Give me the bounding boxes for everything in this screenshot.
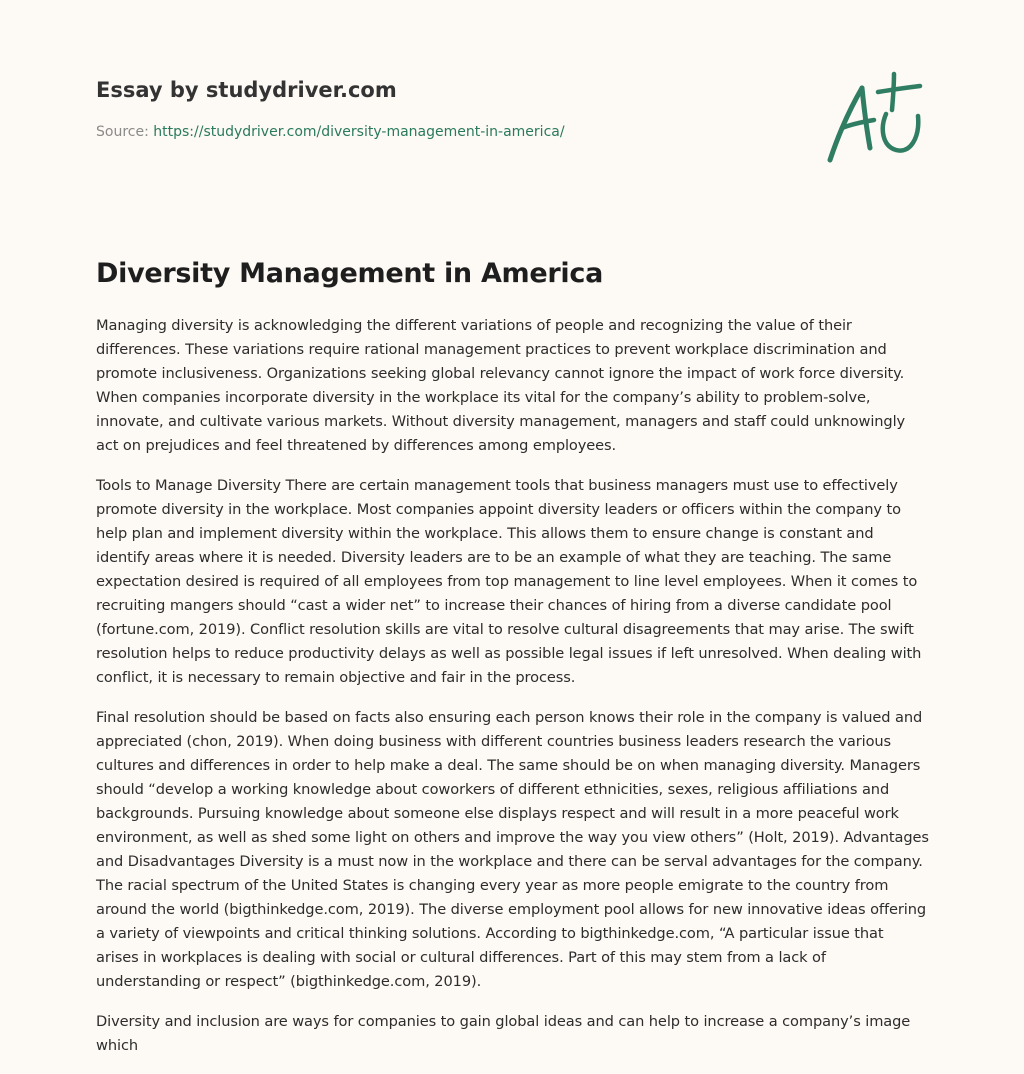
paragraph-4: Diversity and inclusion are ways for companies to gain global ideas and can help to increase a company’s image which xyxy=(96,1013,911,1054)
source-link[interactable]: https://studydriver.com/diversity-management-in-america/ xyxy=(153,124,565,140)
source-line xyxy=(96,122,796,142)
paragraph-1: Managing diversity is acknowledging the different variations of people and recognizing the value of their differences. These variations require rational management practices to prevent workplace discrimination and promote inclusiveness. Organizations seeking global relevancy cannot ignore the impact of work force diversity. When companies incorporate diversity in the workplace its vital for the company’s ability to problem-solve, innovate, and cultivate various markets. Without diversity management, managers and staff could unknowingly act on prejudices and feel threatened by differences among employees. xyxy=(96,317,906,454)
paragraph-3: Final resolution should be based on facts also ensuring each person knows their role in the company is valued and appreciated (chon, 2019). When doing business with different countries business leaders research the various cultures and differences in order to help make a deal. The same should be on when managing diversity. Managers should “develop a working knowledge about coworkers of different ethnicities, sexes, religious affiliations and backgrounds. Pursuing knowledge about someone else displays respect and will result in a more peaceful work environment, as well as shed some light on others and improve the way you view others” (Holt, 2019). Advantages and Disadvantages Diversity is a must now in the workplace and there can be serval advantages for the company. The racial spectrum of the United States is changing every year as more people emigrate to the country from around the world (bigthinkedge.com, 2019). The diverse employment pool allows for new innovative ideas offering a variety of viewpoints and critical thinking solutions. According to bigthinkedge.com, “A particular issue that arises in workplaces is dealing with social or cultural differences. Part of this may stem from a lack of understanding or respect” (bigthinkedge.com, 2019). xyxy=(96,709,929,990)
essay-header xyxy=(96,72,796,142)
source-label: Source: xyxy=(96,124,154,140)
paragraph-2: Tools to Manage Diversity There are certain management tools that business managers must use to effectively promote diversity in the workplace. Most companies appoint diversity leaders or officers within the company to help plan and implement diversity within the workplace. This allows them to ensure change is constant and identify areas where it is needed. Diversity leaders are to be an example of what they are teaching. The same expectation desired is required of all employees from top management to line level employees. When it comes to recruiting mangers should “cast a wider net” to increase their chances of hiring from a diverse candidate pool (fortune.com, 2019). Conflict resolution skills are vital to resolve cultural disagreements that may arise. The swift resolution helps to reduce productivity delays as well as possible legal issues if left unresolved. When dealing with conflict, it is necessary to remain objective and fair in the process. xyxy=(96,477,922,686)
essay-body xyxy=(96,314,930,1074)
a-plus-logo-icon xyxy=(820,68,930,168)
site-title: Essay by studydriver.com xyxy=(96,78,397,102)
page-title: Diversity Management in America xyxy=(96,258,603,289)
